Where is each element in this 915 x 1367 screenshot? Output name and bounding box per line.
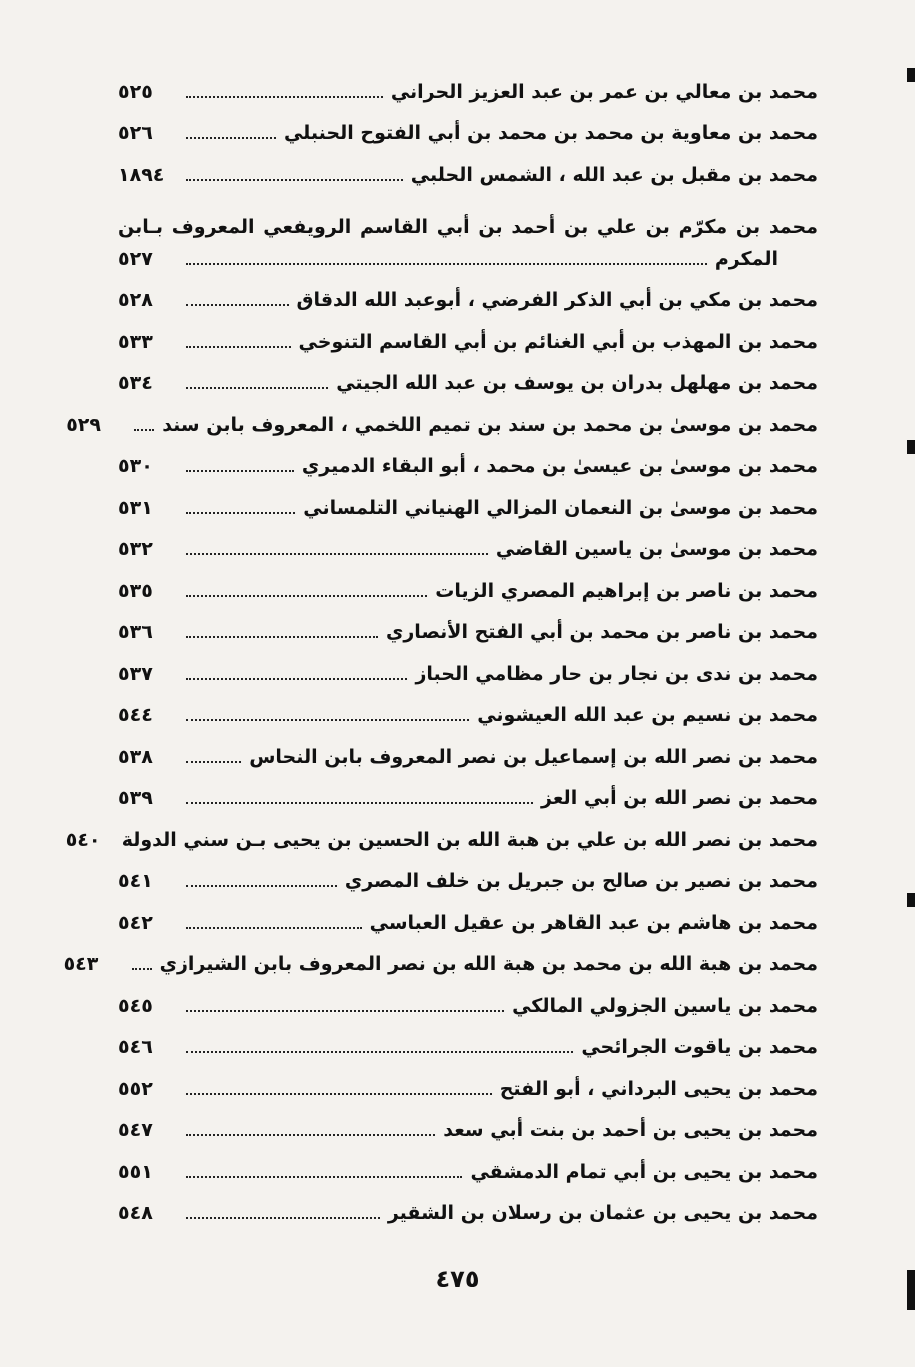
index-entry	[118, 980, 818, 1022]
entry-name: محمد بن نصر الله بن إسماعيل بن نصر المعروف بابن النحاس	[249, 745, 818, 768]
entry-name: محمد بن معاوية بن محمد بن محمد بن أبي الفتوح الحنبلي	[283, 122, 818, 144]
leader-dots	[134, 429, 154, 431]
leader-dots	[186, 470, 294, 472]
index-entry	[118, 482, 818, 524]
index-entry	[118, 524, 818, 566]
index-entry	[118, 1022, 818, 1064]
leader-dots	[186, 512, 295, 514]
index-entry	[118, 1146, 818, 1188]
leader-dots	[186, 553, 488, 555]
entry-name: محمد بن نصر الله بن أبي العز	[541, 787, 818, 809]
leader-dots	[186, 636, 378, 638]
entry-page: ٥٣٥	[118, 579, 153, 602]
scan-edge-mark	[907, 893, 915, 907]
entry-page: ٥٢٨	[118, 289, 153, 311]
entry-page: ٥٣٩	[118, 787, 153, 809]
index-entry	[118, 565, 818, 607]
index-entry	[118, 441, 818, 483]
index-entry	[118, 773, 818, 815]
leader-dots	[186, 1176, 462, 1178]
entry-page: ٥٤٥	[118, 994, 153, 1017]
entry-name: محمد بن هبة الله بن محمد بن هبة الله بن نصر المعروف بابن الشيرازي	[159, 953, 818, 975]
leader-dots	[186, 761, 241, 763]
leader-dots	[186, 885, 337, 887]
entry-name: محمد بن مكي بن أبي الذكر الفرضي ، أبوعبد الله الدقاق	[296, 289, 818, 311]
entry-name: محمد بن يحيى البرداني ، أبو الفتح	[499, 1077, 818, 1100]
index-entry	[118, 731, 818, 773]
scan-edge-mark	[907, 440, 915, 454]
entry-name: محمد بن هاشم بن عبد القاهر بن عقيل العباسي	[369, 911, 818, 934]
entry-name: محمد بن ياسين الجزولي المالكي	[512, 994, 818, 1017]
entry-page: ٥٤٦	[118, 1036, 153, 1058]
entry-name: محمد بن ندى بن نجار بن حار مظامي الحباز	[415, 662, 818, 685]
index-entry	[118, 149, 818, 191]
entry-name: محمد بن يحيى بن أبي تمام الدمشقي	[470, 1160, 818, 1183]
leader-dots	[186, 678, 407, 680]
leader-dots	[186, 1010, 504, 1012]
index-entry	[118, 66, 818, 108]
entry-name: محمد بن نصر الله بن علي بن هبة الله بن الحسين بن يحيى بـن سني الدولة	[121, 828, 818, 851]
entry-page: ٥٢٥	[118, 80, 153, 103]
leader-dots	[186, 1217, 380, 1219]
entry-page: ٥٤١	[118, 870, 153, 892]
entry-name: محمد بن موسىٰ بن عيسىٰ بن محمد ، أبو البقاء الدميري	[301, 455, 818, 477]
scan-edge-mark	[907, 1270, 915, 1310]
leader-dots	[186, 1093, 492, 1095]
index-entry	[65, 814, 818, 856]
entry-page: ٥٣٧	[118, 662, 153, 685]
entry-name: محمد بن معالي بن عمر بن عبد العزيز الحراني	[390, 80, 818, 103]
entry-name: محمد بن ياقوت الجرائحي	[581, 1036, 818, 1058]
leader-dots	[186, 927, 362, 929]
entry-page: ٥٥١	[118, 1160, 153, 1183]
entry-page: ٥٤٧	[118, 1119, 153, 1141]
leader-dots	[186, 263, 707, 265]
entry-name-block	[118, 211, 818, 275]
leader-dots	[186, 1134, 435, 1136]
index-entry	[118, 316, 818, 358]
entry-page: ٥٣٠	[118, 455, 153, 477]
leader-dots	[186, 719, 469, 721]
leader-dots	[186, 179, 403, 181]
index-entry	[118, 191, 818, 275]
entry-name: محمد بن نسيم بن عبد الله العيشوني	[477, 704, 818, 726]
index-entry	[118, 275, 818, 317]
leader-dots	[186, 96, 383, 98]
index-list	[63, 66, 818, 1229]
leader-dots	[186, 387, 328, 389]
scan-edge-mark	[907, 68, 915, 82]
entry-name: محمد بن المهذب بن أبي الغنائم بن أبي القاسم التنوخي	[298, 330, 818, 353]
entry-page: ٥٢٧	[118, 247, 153, 270]
entry-name: محمد بن مقبل بن عبد الله ، الشمس الحلبي	[410, 163, 818, 186]
entry-name-continuation: المكرم	[714, 247, 778, 270]
entry-page: ٥٤٨	[118, 1202, 153, 1224]
leader-dots	[186, 1051, 573, 1053]
entry-name: محمد بن يحيى بن أحمد بن بنت أبي سعد	[443, 1119, 818, 1141]
index-entry	[118, 108, 818, 150]
page-number: ٤٧٥	[435, 1265, 480, 1293]
index-entry	[118, 358, 818, 400]
entry-page: ٥٥٢	[118, 1077, 153, 1100]
entry-second-line	[118, 243, 818, 275]
entry-name: محمد بن موسىٰ بن ياسين القاضي	[495, 538, 818, 560]
entry-page: ٥٣٨	[118, 745, 153, 768]
index-entry	[118, 1188, 818, 1230]
entry-page: ٥٣٤	[118, 372, 153, 394]
index-entry	[66, 399, 818, 441]
entry-page: ٥٣٦	[118, 621, 153, 643]
entry-name: محمد بن ناصر بن محمد بن أبي الفتح الأنصاري	[385, 621, 818, 643]
entry-name: محمد بن مكرّم بن علي بن أحمد بن أبي القاسم الرويفعي المعروف بـابن	[118, 215, 818, 238]
leader-dots	[186, 802, 533, 804]
index-entry	[118, 856, 818, 898]
entry-page: ٥٣١	[118, 496, 153, 519]
index-entry	[118, 1063, 818, 1105]
index-entry	[118, 897, 818, 939]
index-entry	[118, 607, 818, 649]
index-entry	[118, 1105, 818, 1147]
entry-name: محمد بن موسىٰ بن النعمان المزالي الهنياني التلمساني	[303, 496, 818, 519]
entry-name: محمد بن موسىٰ بن محمد بن سند بن تميم اللخمي ، المعروف بابن سند	[162, 413, 818, 436]
entry-page: ٥٢٩	[66, 413, 101, 436]
entry-name: محمد بن يحيى بن عثمان بن رسلان بن الشقير	[387, 1202, 818, 1224]
entry-page: ٥٤٣	[63, 953, 99, 975]
entry-name: محمد بن ناصر بن إبراهيم المصري الزيات	[435, 579, 818, 602]
entry-page: ٥٤٤	[118, 704, 153, 726]
leader-dots	[186, 137, 276, 139]
leader-dots	[186, 304, 289, 306]
entry-page: ٥٤٠	[65, 828, 101, 851]
entry-page: ٥٣٣	[118, 330, 153, 353]
index-entry	[118, 690, 818, 732]
entry-page: ٥٤٢	[118, 911, 153, 934]
index-entry	[63, 939, 818, 981]
leader-dots	[186, 595, 427, 597]
entry-page: ٥٢٦	[118, 122, 153, 144]
entry-page: ٥٣٢	[118, 538, 153, 560]
entry-name: محمد بن نصير بن صالح بن جبريل بن خلف المصري	[344, 870, 818, 892]
entry-page: ١٨٩٤	[118, 163, 165, 186]
leader-dots	[186, 346, 291, 348]
leader-dots	[132, 968, 152, 970]
index-entry	[118, 648, 818, 690]
entry-name: محمد بن مهلهل بدران بن يوسف بن عبد الله الجيتي	[336, 372, 818, 394]
